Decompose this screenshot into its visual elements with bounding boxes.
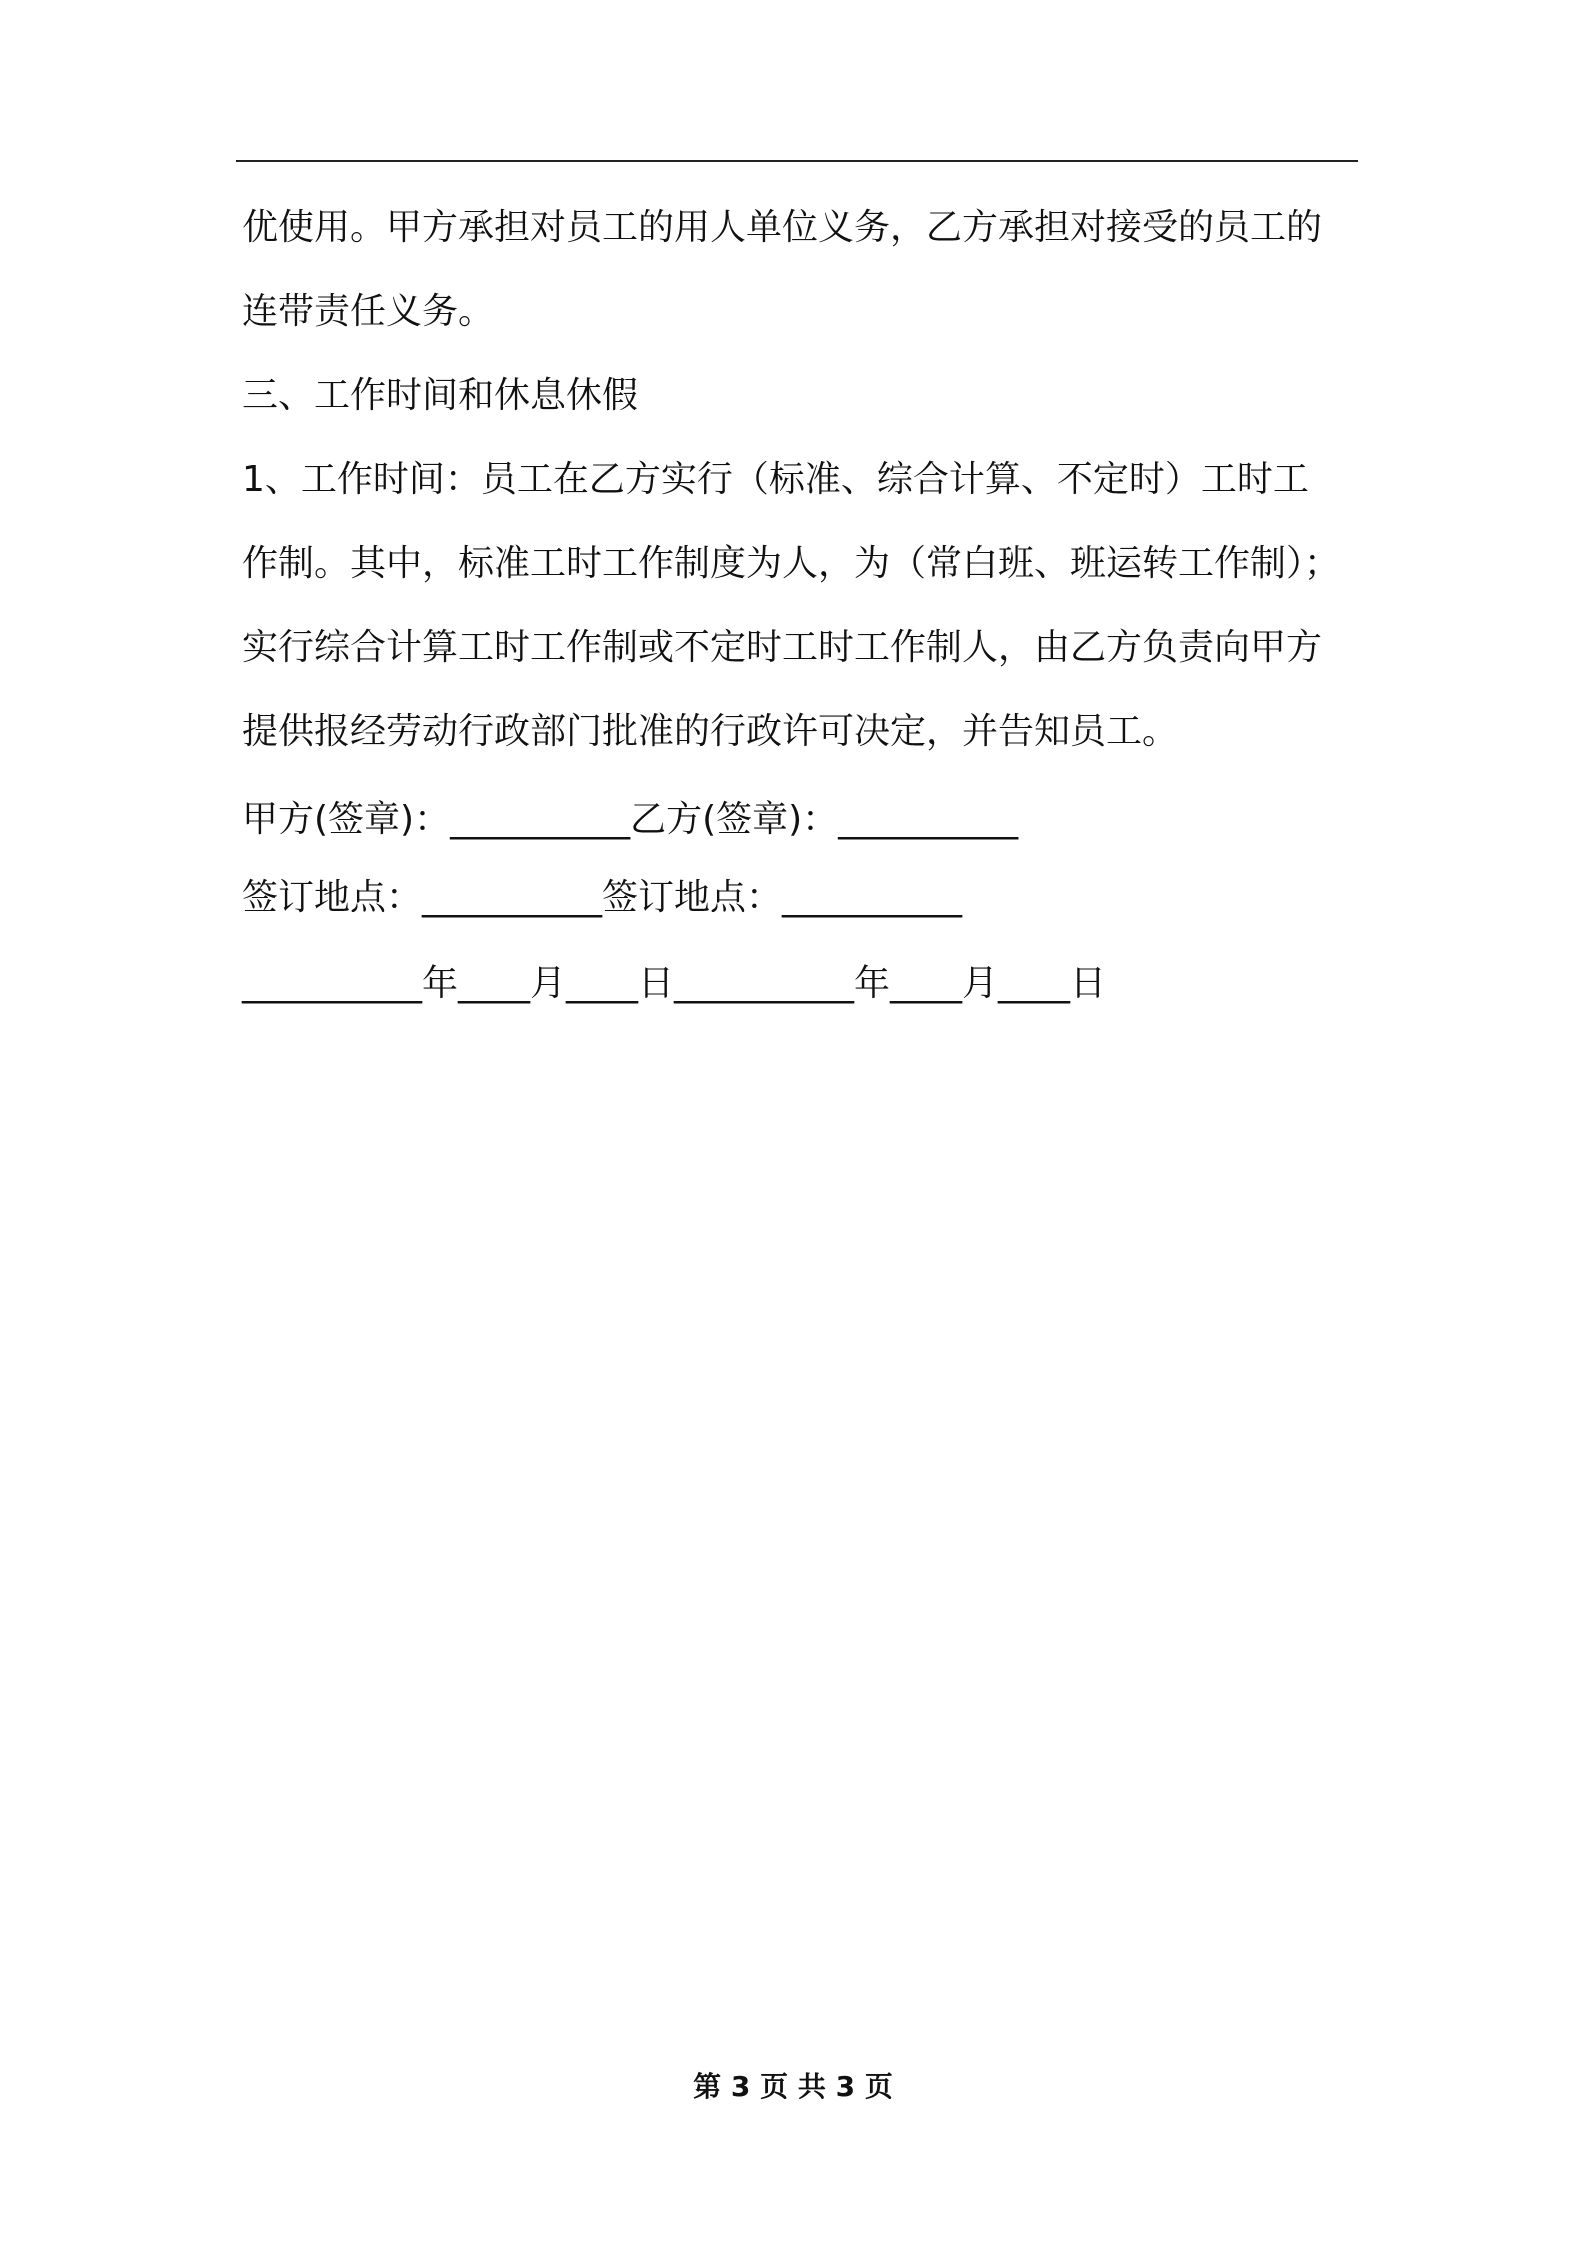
- body-text-line: 1、工作时间：员工在乙方实行（标准、综合计算、不定时）工时工: [242, 459, 1309, 500]
- signature-place-line: 签订地点：__________签订地点：__________: [242, 877, 963, 918]
- page-number-footer: 第 3 页 共 3 页: [693, 2070, 893, 2103]
- body-text-line: 提供报经劳动行政部门批准的行政许可决定，并告知员工。: [242, 711, 1179, 752]
- header-rule: [236, 160, 1358, 162]
- body-text-line: 连带责任义务。: [242, 291, 495, 332]
- section-heading: 三、工作时间和休息休假: [242, 375, 639, 416]
- signature-party-line: 甲方(签章)：__________乙方(签章)：__________: [242, 799, 1019, 840]
- body-text-line: 优使用。甲方承担对员工的用人单位义务，乙方承担对接受的员工的: [242, 207, 1323, 248]
- signature-date-line: __________年____月____日__________年____月____日: [242, 963, 1106, 1004]
- body-text-line: 实行综合计算工时工作制或不定时工时工作制人，由乙方负责向甲方: [242, 627, 1323, 668]
- body-text-line: 作制。其中，标准工时工作制度为人，为（常白班、班运转工作制）；: [242, 543, 1341, 584]
